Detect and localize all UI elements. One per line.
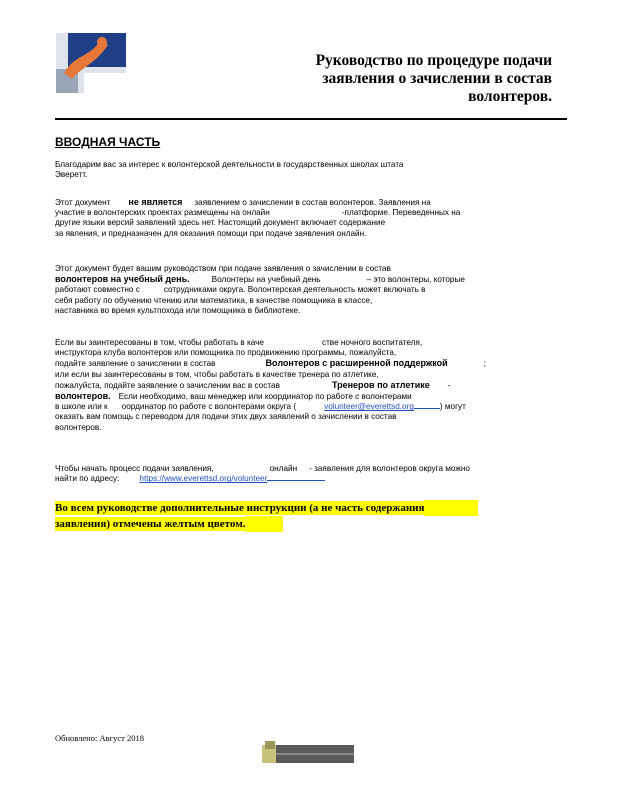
emphasis-athletic-coaches: Тренеров по атлетике xyxy=(331,379,430,390)
emphasis-volunteers: волонтеров. xyxy=(55,391,111,402)
title-line: волонтеров. xyxy=(468,88,552,105)
text-run: ) могут xyxy=(439,402,466,412)
text-line: за явления, и предназначен для оказания помощи при подаче заявления онлайн. xyxy=(55,228,367,238)
updated-date: Обновлено: Август 2018 xyxy=(55,733,144,743)
text-line: волонтеров. xyxy=(55,422,102,432)
text-line: инструктора клуба волонтеров или помощника по продвижению программы, пожалуйста, xyxy=(55,348,397,358)
text-line: Эверетт. xyxy=(55,170,88,180)
volunteer-portal-link[interactable]: https://www.everettsd.org/volunteer xyxy=(139,474,268,484)
text-run: Волонтеры на учебный день xyxy=(211,275,321,285)
text-run: – это волонтеры, которые xyxy=(366,275,465,285)
text-run: заявлением о зачислении в состав волонтеров. Заявления на xyxy=(194,198,431,207)
text-line: наставника во время культпохода или помощника в библиотеке. xyxy=(55,305,301,315)
text-line: Благодарим вас за интерес к волонтерской деятельности в государственных школах штата xyxy=(55,160,404,169)
document-title xyxy=(230,52,552,106)
text-run: ; xyxy=(483,359,486,369)
text-run: - xyxy=(447,380,451,390)
header-divider xyxy=(55,118,567,120)
text-run: в школе или к xyxy=(55,402,108,412)
text-line: себя работу по обучению чтению или математика, в качестве помощника в классе, xyxy=(55,295,373,305)
highlight-note xyxy=(55,500,540,532)
text-run: участие в волонтерских проектах размещены на онлайн xyxy=(55,208,270,218)
text-run: стве ночного воспитателя, xyxy=(321,338,423,347)
paragraph-start-process xyxy=(55,464,470,484)
paragraph-extended-support xyxy=(55,338,486,433)
highlight-text: Во всем руководстве дополнительные инструкции (а не часть содержания xyxy=(55,502,425,514)
text-line: другие языки версий заявлений здесь нет. Настоящий документ включает содержание xyxy=(55,218,386,228)
text-run: оординатор по работе с волонтерами округа ( xyxy=(121,402,297,412)
emphasis-extended-support: Волонтеров с расширенной поддержкой xyxy=(265,358,448,369)
text-run: сотрудниками округа. Волонтерская деятельность может включать в xyxy=(163,285,426,295)
text-line: оказать вам помощь с переводом для подачи этих двух заявлений о зачислении в состав xyxy=(55,412,397,422)
text-line: Этот документ будет вашим руководством при подаче заявления о зачислении в состав xyxy=(55,264,391,273)
text-run: Этот документ xyxy=(55,198,111,207)
title-line: Руководство по процедуре подачи xyxy=(315,52,552,69)
paragraph-school-day xyxy=(55,264,465,316)
highlight-text: заявления) отмечены желтым цветом. xyxy=(55,518,246,530)
title-line: заявления о зачислении в состав xyxy=(322,70,552,87)
text-run: пожалуйста, подайте заявление о зачислении вас в состав xyxy=(55,380,280,390)
text-run: подайте заявление о зачислении в состав xyxy=(55,359,216,369)
section-heading: ВВОДНАЯ ЧАСТЬ xyxy=(55,135,161,149)
text-run: работают совместно с xyxy=(55,285,140,295)
text-run: найти по адресу: xyxy=(55,474,120,484)
coordinator-email-link[interactable]: volunteer@everettsd.org xyxy=(324,402,414,412)
emphasis-school-day: волонтеров на учебный день. xyxy=(55,274,190,285)
emphasis-not: не является xyxy=(128,197,183,207)
text-run: онлайн xyxy=(269,464,298,473)
text-run: Если вы заинтересованы в том, чтобы работать в каче xyxy=(55,338,264,347)
paragraph-thanks xyxy=(55,160,403,180)
text-run: Если необходимо, ваш менеджер или координатор по работе с волонтерами xyxy=(118,392,412,402)
paragraph-not-application xyxy=(55,197,460,239)
text-run: - заявления для волонтеров округа можно xyxy=(309,464,470,473)
text-run: Чтобы начать процесс подачи заявления, xyxy=(55,464,214,473)
text-run: -платформе. Переведенных на xyxy=(341,208,461,218)
district-logo-icon xyxy=(56,33,126,93)
footer-logo-icon xyxy=(262,741,354,763)
text-line: или если вы заинтересованы в том, чтобы работать в качестве тренера по атлетике, xyxy=(55,369,379,379)
